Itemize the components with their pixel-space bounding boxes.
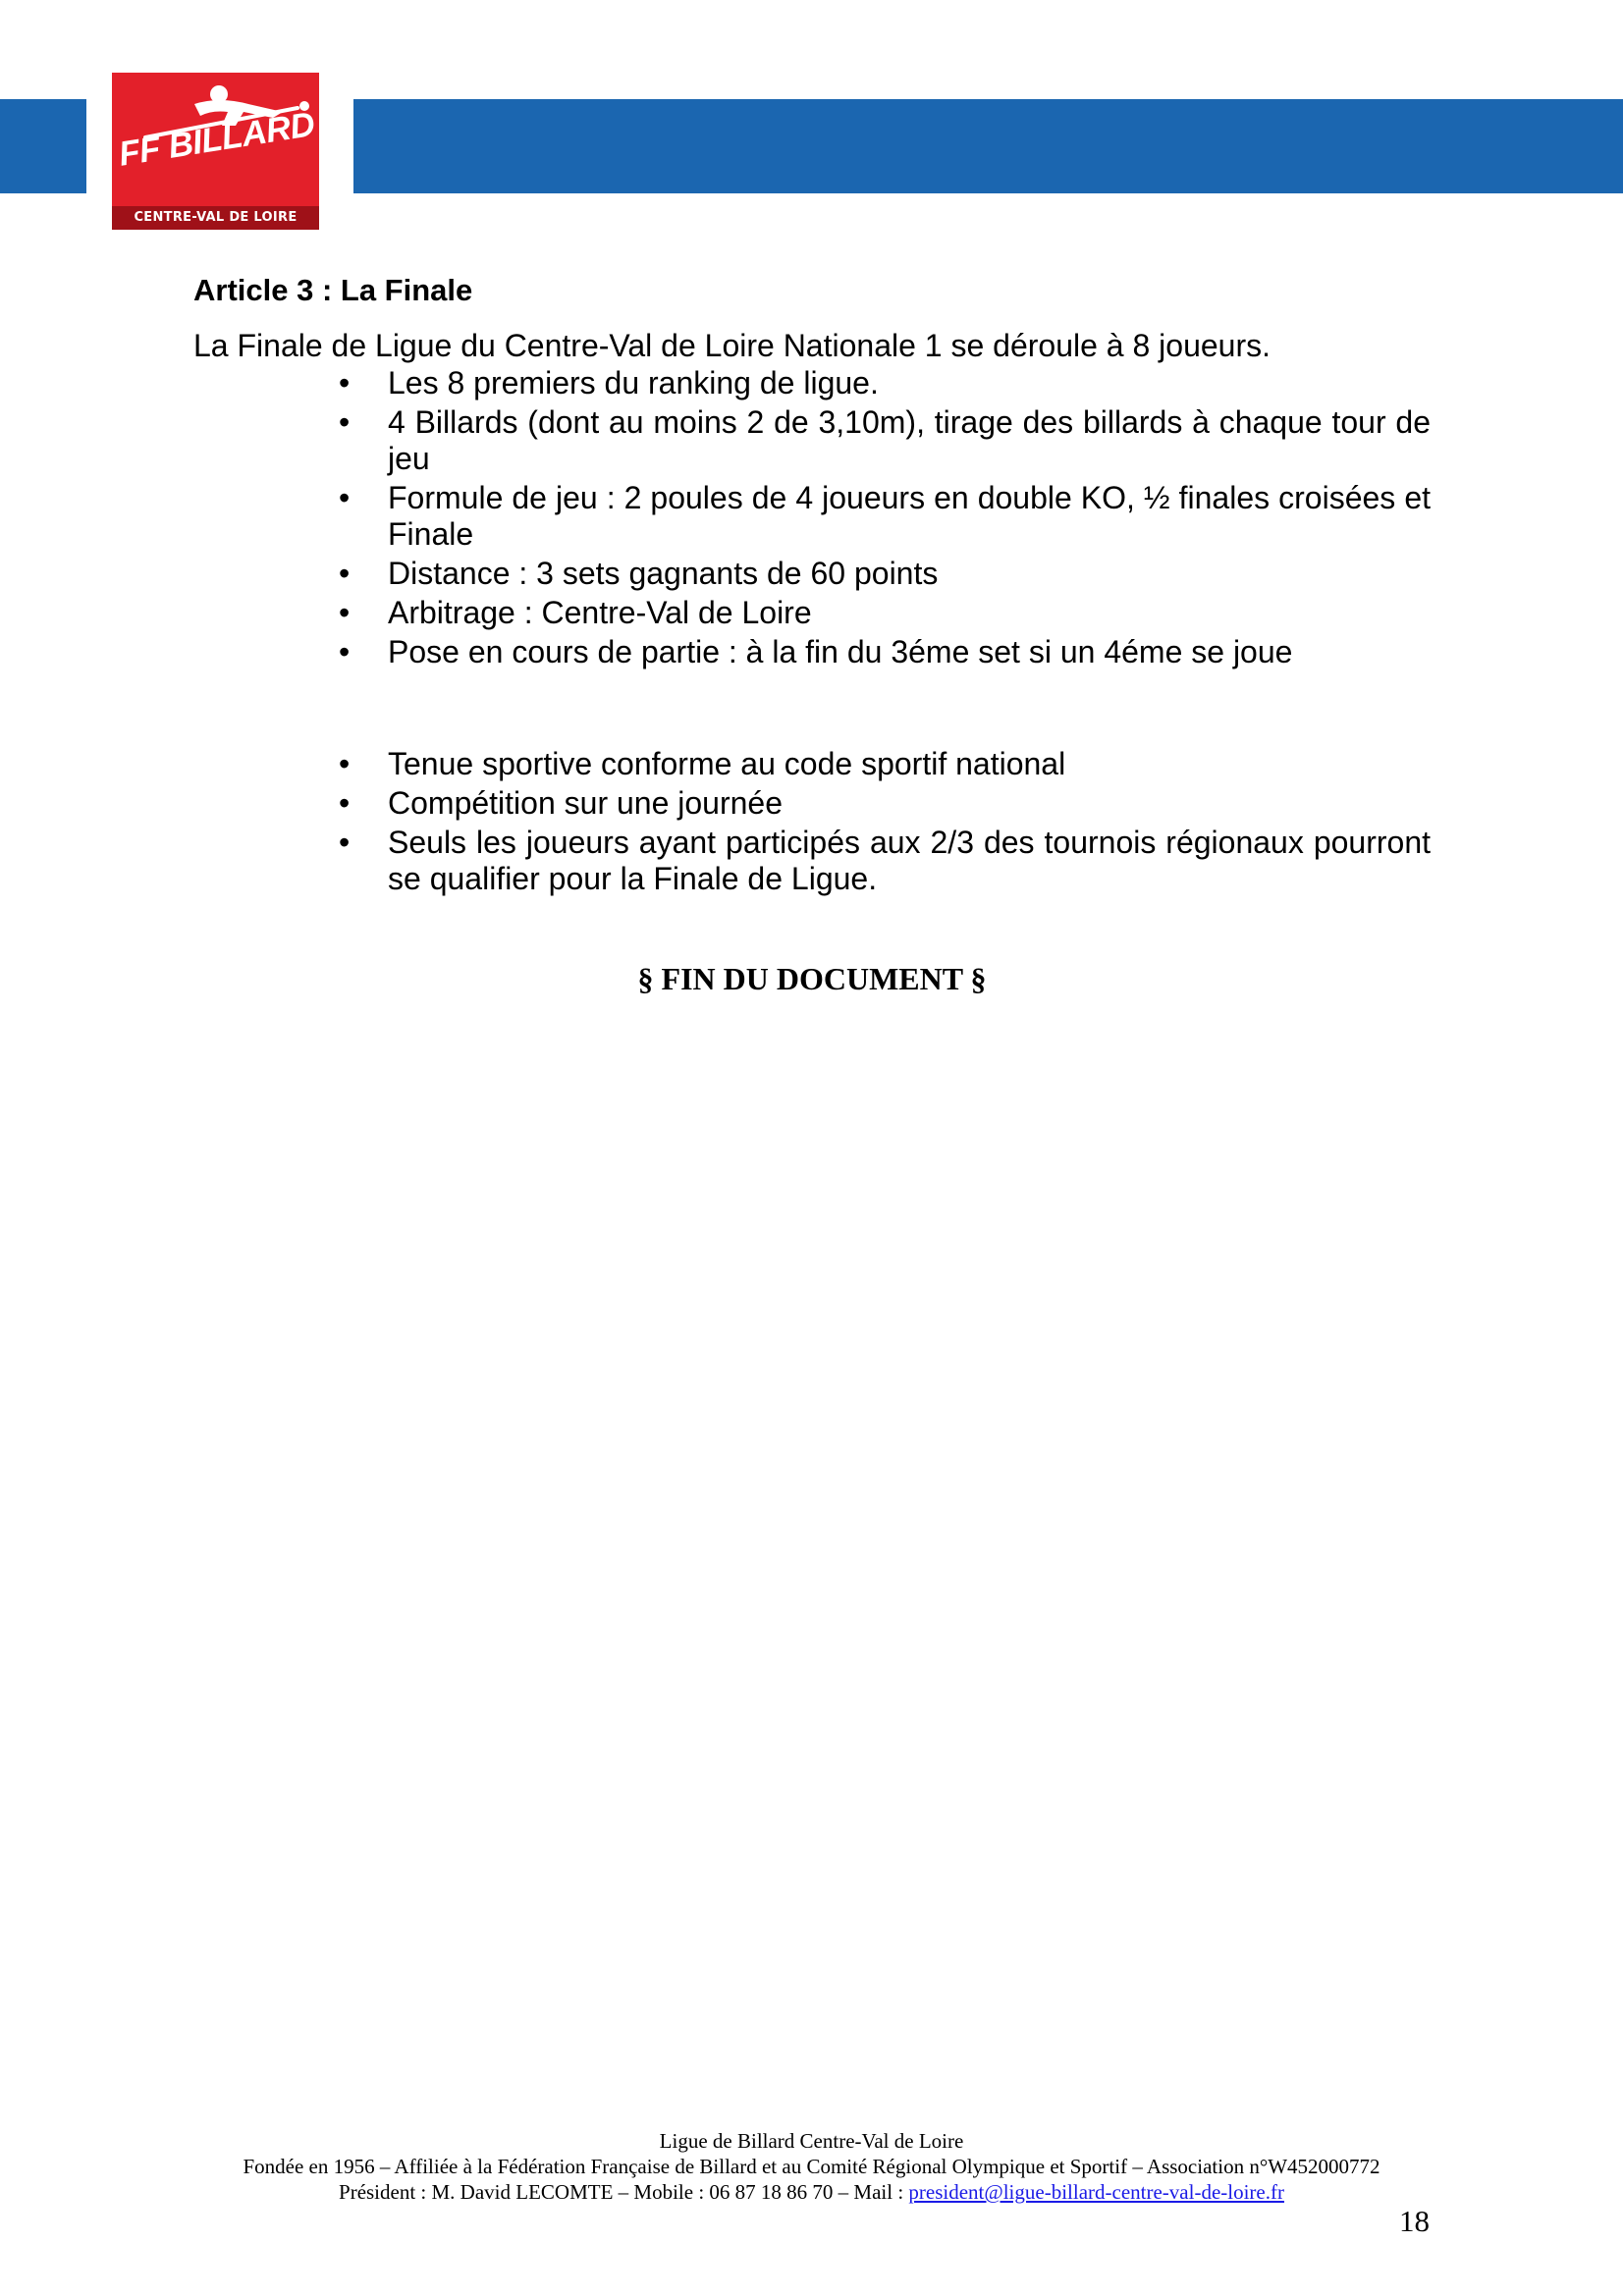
list-item: • Distance : 3 sets gagnants de 60 points — [339, 556, 939, 591]
header-band-right — [353, 99, 1623, 193]
bullet-icon: • — [339, 556, 351, 591]
conditions-list — [193, 746, 1431, 897]
document-body — [193, 265, 1431, 998]
list-item: • Pose en cours de partie : à la fin du 3éme set si un 4éme se joue — [339, 634, 1293, 669]
bullet-icon: • — [339, 365, 351, 400]
footer-affiliation: Fondée en 1956 – Affiliée à la Fédération Française de Billard et au Comité Régional Olympique et Sportif – Association n°W452000772 — [243, 2155, 1380, 2178]
list-item: • Compétition sur une journée — [339, 785, 784, 821]
bullet-icon: • — [339, 746, 351, 781]
bullet-icon: • — [339, 404, 351, 440]
logo-wordmark: FF BILLARD — [116, 104, 317, 174]
email-link[interactable]: president@ligue-billard-centre-val-de-loire.fr — [908, 2180, 1284, 2204]
list-item: • Formule de jeu : 2 poules de 4 joueurs en double KO, ½ finales croisées et Finale — [339, 480, 1431, 552]
list-item: • 4 Billards (dont au moins 2 de 3,10m), tirage des billards à chaque tour de jeu — [339, 404, 1431, 476]
page-footer — [147, 2128, 1476, 2205]
bullet-icon: • — [339, 634, 351, 669]
article-intro: La Finale de Ligue du Centre-Val de Loire Nationale 1 se déroule à 8 joueurs. — [193, 328, 1271, 363]
bullet-icon: • — [339, 785, 351, 821]
bullet-icon: • — [339, 595, 351, 630]
footer-org-name: Ligue de Billard Centre-Val de Loire — [659, 2129, 964, 2153]
logo-subtitle: CENTRE-VAL DE LOIRE — [112, 206, 319, 230]
bullet-icon: • — [339, 480, 351, 515]
list-item: • Tenue sportive conforme au code sportif national — [339, 746, 1066, 781]
end-of-document: § FIN DU DOCUMENT § — [637, 961, 987, 996]
list-item: • Les 8 premiers du ranking de ligue. — [339, 365, 879, 400]
header-band-left — [0, 99, 86, 193]
article-heading: Article 3 : La Finale — [193, 273, 473, 307]
bullet-icon: • — [339, 825, 351, 860]
rules-list — [193, 365, 1431, 670]
list-item: • Arbitrage : Centre-Val de Loire — [339, 595, 812, 630]
list-item: • Seuls les joueurs ayant participés aux 2/3 des tournois régionaux pourront se qualifier pour la Finale de Ligue. — [339, 825, 1431, 896]
ffbillard-logo — [112, 73, 319, 230]
page-number: 18 — [1399, 2204, 1430, 2238]
footer-contact: Président : M. David LECOMTE – Mobile : 06 87 18 86 70 – Mail : president@ligue-billard-centre-val-de-loire.fr — [339, 2180, 1284, 2204]
